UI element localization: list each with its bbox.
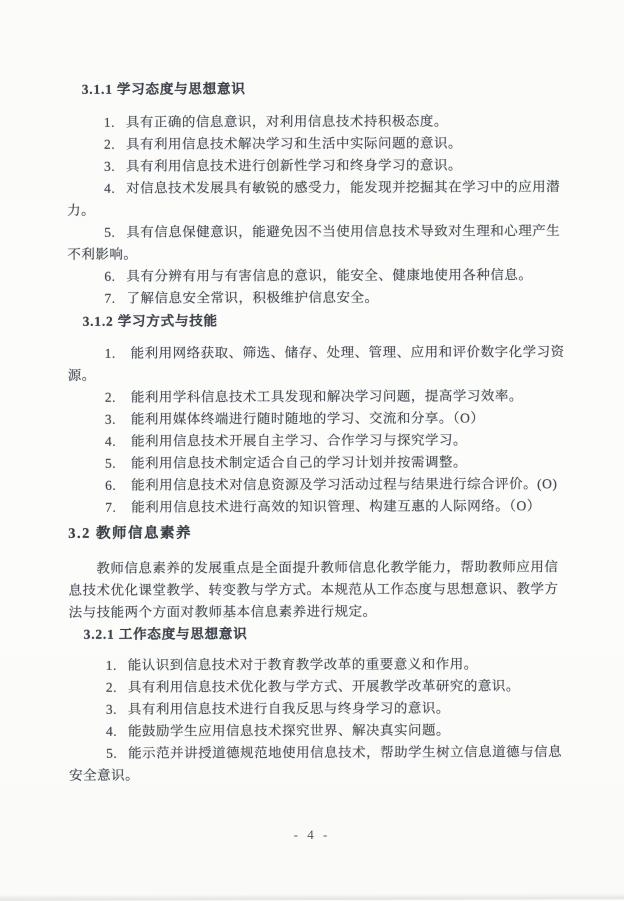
list-item-number: 5.	[104, 224, 116, 240]
list-item-text: 能利用信息技术对信息资源及学习活动过程与结果进行综合评价。(O)	[131, 476, 558, 493]
list-item	[69, 741, 569, 787]
list-item-text: 具有利用信息技术进行创新性学习和终身学习的意识。	[125, 157, 463, 174]
list-item	[69, 653, 569, 677]
list-item-number: 4.	[104, 180, 116, 196]
list-item	[68, 451, 568, 475]
list-3-1-2	[68, 341, 569, 519]
list-item-number: 3.	[105, 701, 118, 717]
list-item-text: 能利用媒体终端进行随时随地的学习、交流和分享。（O）	[130, 410, 485, 427]
list-item-number: 7.	[104, 290, 116, 306]
list-item	[67, 154, 567, 178]
list-item-number: 4.	[105, 723, 118, 739]
list-item-text: 具有信息保健意识，能避免因不当使用信息技术导致对生理和心理产生不利影响。	[67, 223, 561, 262]
list-item	[69, 697, 569, 721]
list-item-text: 能利用信息技术制定适合自己的学习计划并按需调整。	[131, 454, 468, 471]
list-item-number: 1.	[105, 657, 117, 673]
section-heading-3-2-1: 3.2.1 工作态度与思想意识	[83, 626, 248, 642]
list-item-number: 5.	[106, 745, 118, 761]
list-item-text: 对信息技术发展具有敏锐的感受力，能发现并挖掘其在学习中的应用潜力。	[67, 179, 561, 218]
list-item-text: 能利用网络获取、筛选、储存、处理、管理、应用和评价数字化学习资源。	[67, 344, 565, 383]
list-item	[67, 286, 567, 310]
list-item-number: 3.	[104, 411, 117, 427]
list-item-number: 2.	[104, 389, 116, 405]
list-3-1-1	[67, 110, 568, 310]
list-item-number: 2.	[105, 679, 117, 695]
list-item	[67, 176, 567, 222]
list-item-number: 1.	[103, 114, 116, 130]
list-item-number: 7.	[105, 499, 117, 515]
list-item-text: 具有利用信息技术进行自我反思与终身学习的意识。	[127, 700, 450, 717]
list-item	[68, 495, 568, 519]
list-item-text: 具有正确的信息意识，对利用信息技术持积极态度。	[125, 113, 448, 130]
section-heading-3-2: 3.2 教师信息素养	[68, 525, 193, 542]
list-item	[67, 132, 567, 156]
page-number: - 4 -	[293, 827, 331, 842]
list-item-number: 4.	[104, 433, 117, 449]
list-item-text: 具有利用信息技术优化教与学方式、开展教学改革研究的意识。	[127, 678, 520, 695]
list-item-text: 具有利用信息技术解决学习和生活中实际问题的意识。	[125, 135, 462, 152]
list-item-number: 2.	[103, 136, 116, 152]
list-item	[68, 473, 568, 497]
list-item	[69, 675, 569, 699]
body-paragraph: 教师信息素养的发展重点是全面提升教师信息化教学能力，帮助教师应用信息技术优化课堂教学、转变教与学方式。本规范从工作态度与思想意识、教学方法与技能两个方面对教师基本信息素养进行规定。	[68, 559, 559, 620]
list-item	[68, 407, 568, 431]
list-item-text: 能利用信息技术开展自主学习、合作学习与探究学习。	[130, 432, 467, 449]
list-item-text: 了解信息安全常识，积极维护信息安全。	[126, 289, 379, 306]
list-item-text: 能鼓励学生应用信息技术探究世界、解决真实问题。	[127, 722, 451, 739]
list-item-number: 3.	[103, 158, 116, 174]
list-item-text: 能示范并讲授道德规范地使用信息技术，帮助学生树立信息道德与信息安全意识。	[69, 744, 563, 783]
list-item-number: 5.	[105, 455, 117, 471]
list-item-text: 能利用学科信息技术工具发现和解决学习问题，提高学习效率。	[130, 388, 523, 405]
list-3-2-1	[69, 653, 569, 787]
list-item-text: 能认识到信息技术对于教育教学改革的重要意义和作用。	[127, 656, 478, 673]
list-item-number: 6.	[104, 268, 116, 284]
list-item	[67, 220, 567, 266]
section-heading-3-1-2: 3.1.2 学习方式与技能	[82, 313, 218, 329]
list-item-text: 能利用信息技术进行高效的知识管理、构建互惠的人际网络。（O）	[131, 498, 541, 515]
list-item	[68, 429, 568, 453]
list-item-number: 6.	[105, 477, 117, 493]
list-item-number: 1.	[104, 345, 116, 361]
list-item-text: 具有分辨有用与有害信息的意识，能安全、健康地使用各种信息。	[126, 267, 533, 284]
list-item	[69, 719, 569, 743]
list-item	[68, 385, 568, 409]
list-item	[67, 264, 567, 288]
list-item	[68, 341, 568, 387]
section-heading-3-1-1: 3.1.1 学习态度与思想意识	[81, 81, 246, 97]
list-item	[67, 110, 567, 134]
